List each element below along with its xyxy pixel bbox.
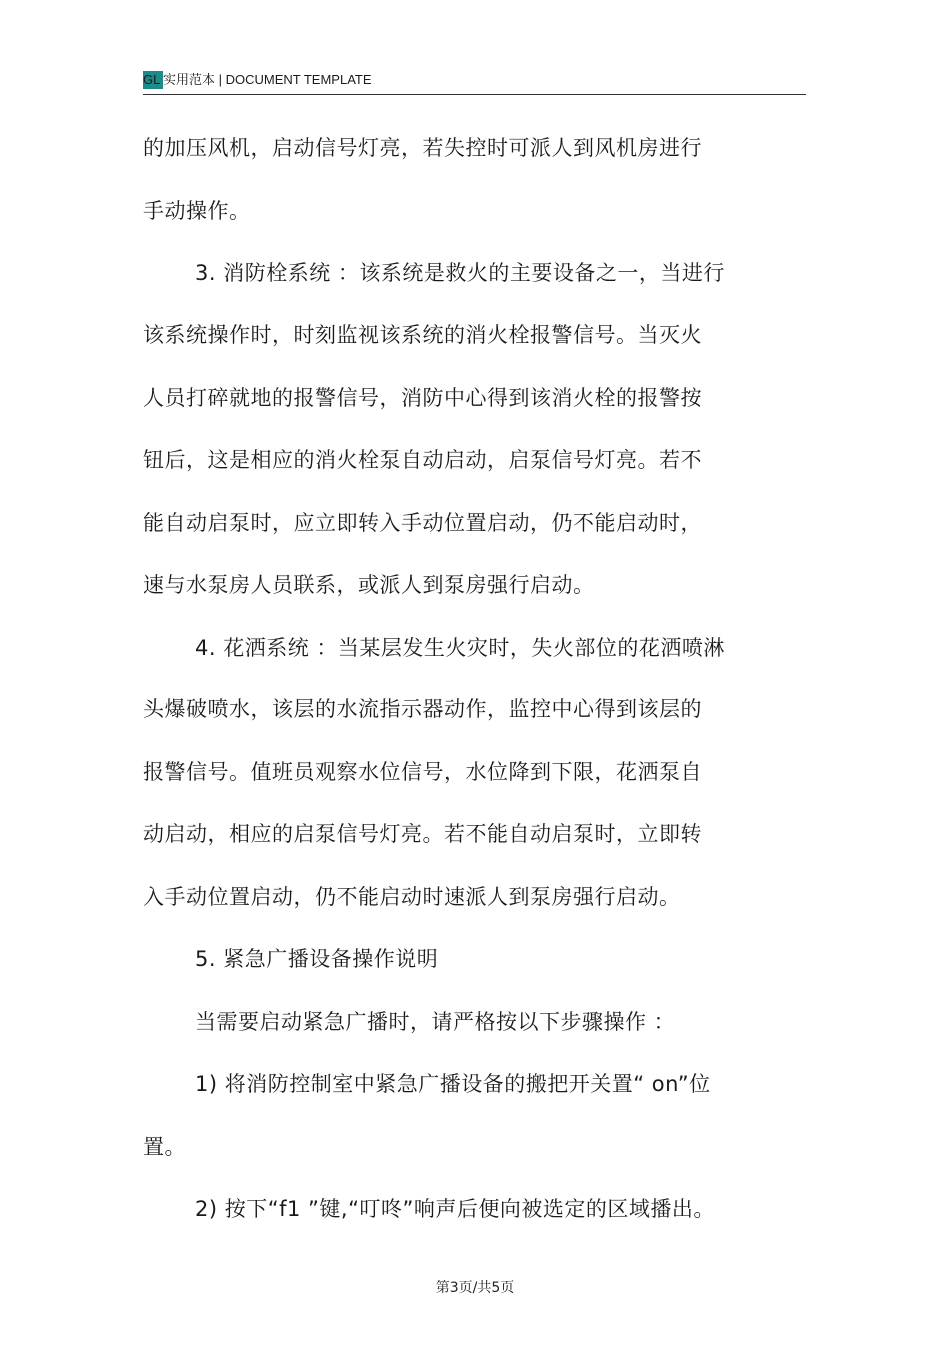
paragraph-line: 该系统操作时，时刻监视该系统的消火栓报警信号。当灭火 — [143, 323, 702, 347]
paragraph-line: 报警信号。值班员观察水位信号，水位降到下限，花洒泵自 — [143, 760, 702, 784]
paragraph-line: 钮后，这是相应的消火栓泵自动启动，启泵信号灯亮。若不 — [143, 448, 702, 472]
paragraph-line: 3. 消防栓系统 ：该系统是救火的主要设备之一，当进行 — [195, 261, 725, 285]
paragraph-line: 当需要启动紧急广播时，请严格按以下步骤操作 ： — [195, 1010, 676, 1034]
paragraph-line: 置。 — [143, 1135, 186, 1159]
paragraph-line: 1) 将消防控制室中紧急广播设备的搬把开关置“ on”位 — [195, 1072, 711, 1096]
paragraph-line: 人员打碎就地的报警信号，消防中心得到该消火栓的报警按 — [143, 386, 702, 410]
paragraph-line: 手动操作。 — [143, 199, 251, 223]
page-number: 第3页/共5页 — [435, 1280, 515, 1296]
paragraph-line: 速与水泵房人员联系，或派人到泵房强行启动。 — [143, 573, 595, 597]
page-header — [143, 68, 806, 95]
paragraph-line: 的加压风机，启动信号灯亮，若失控时可派人到风机房进行 — [143, 136, 702, 160]
header-title: 实用范本 | DOCUMENT TEMPLATE — [163, 72, 372, 87]
paragraph-line: 4. 花洒系统 ：当某层发生火灾时，失火部位的花洒喷淋 — [195, 636, 725, 660]
paragraph-line: 5. 紧急广播设备操作说明 — [195, 947, 439, 971]
logo-text: GL — [143, 72, 161, 87]
paragraph-line: 头爆破喷水，该层的水流指示器动作，监控中心得到该层的 — [143, 697, 702, 721]
paragraph-line: 2) 按下“f1 ”键,“叮咚”响声后便向被选定的区域播出。 — [195, 1197, 715, 1221]
paragraph-line: 入手动位置启动，仍不能启动时速派人到泵房强行启动。 — [143, 885, 681, 909]
paragraph-line: 动启动，相应的启泵信号灯亮。若不能自动启泵时，立即转 — [143, 822, 702, 846]
paragraph-line: 能自动启泵时，应立即转入手动位置启动，仍不能启动时， — [143, 511, 702, 535]
